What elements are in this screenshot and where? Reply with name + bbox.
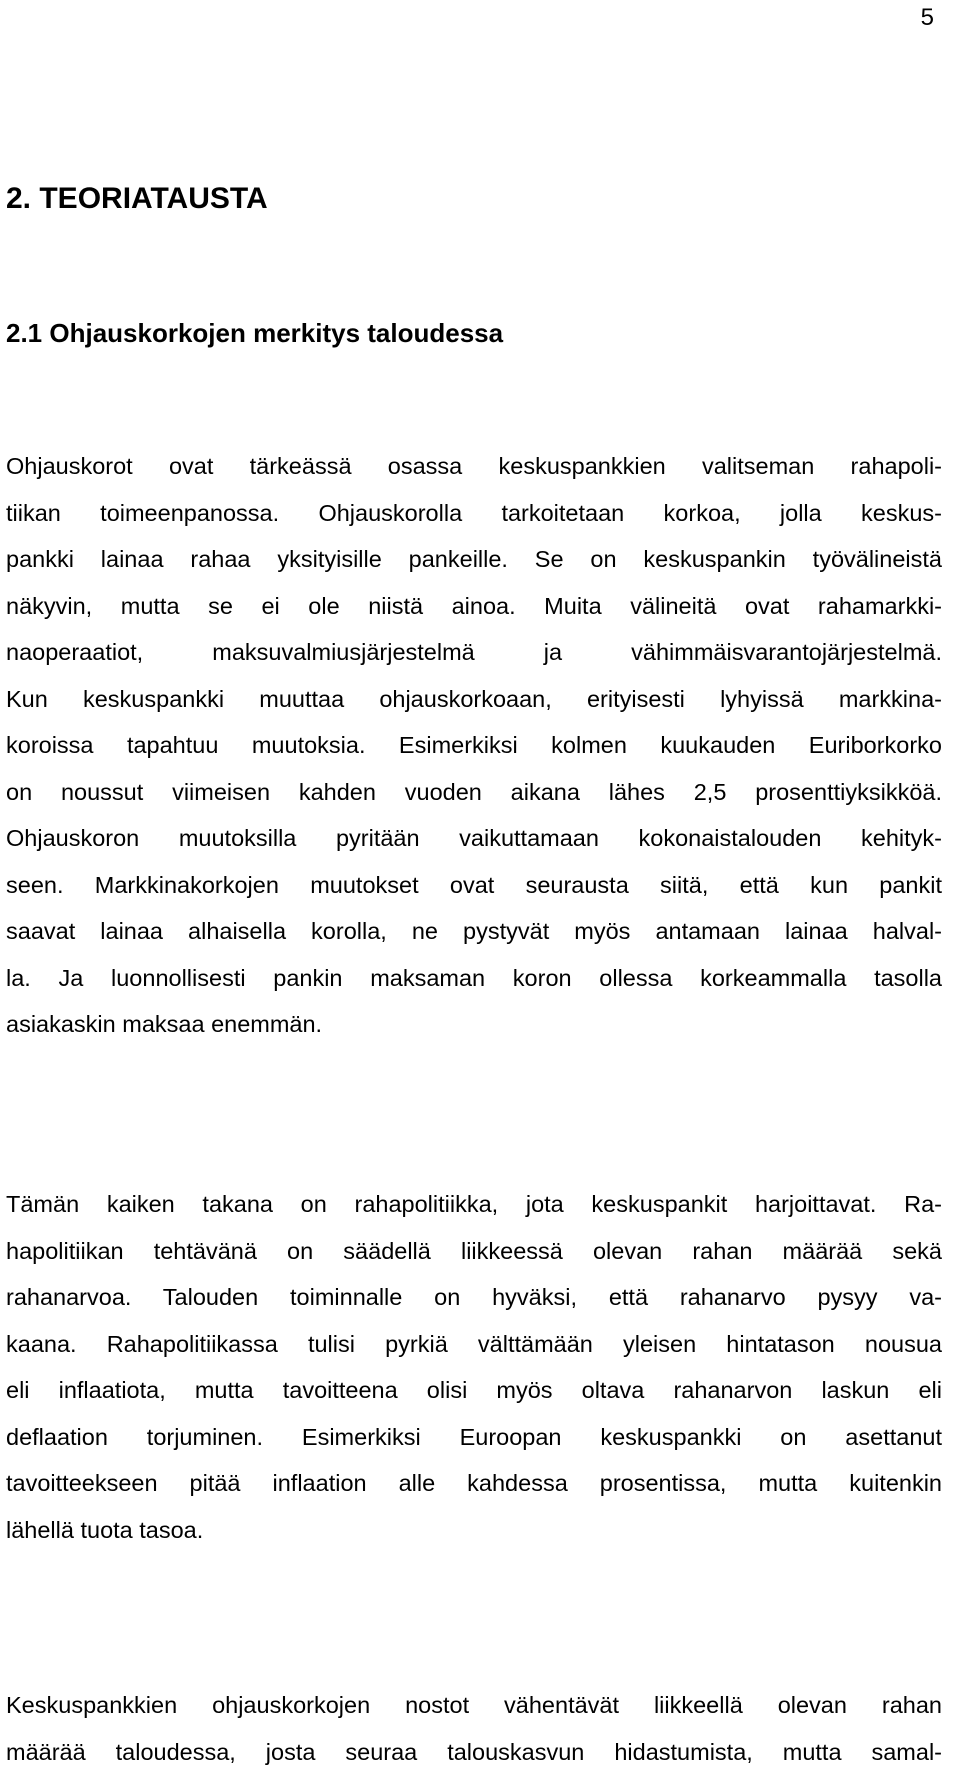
text-line: naoperaatiot, maksuvalmiusjärjestelmä ja vähimmäisvarantojärjestelmä. [6,629,942,676]
text-line: Tämän kaiken takana on rahapolitiikka, jota keskuspankit harjoittavat. Ra- [6,1181,942,1228]
text-line: asiakaskin maksaa enemmän. [6,1001,942,1048]
text-line: deflaation torjuminen. Esimerkiksi Euroopan keskuspankki on asettanut [6,1414,942,1461]
text-line: on noussut viimeisen kahden vuoden aikana lähes 2,5 prosenttiyksikköä. [6,769,942,816]
paragraph-3 [6,1682,942,1775]
text-line: Kun keskuspankki muuttaa ohjauskorkoaan, erityisesti lyhyissä markkina- [6,676,942,723]
text-line: hapolitiikan tehtävänä on säädellä liikkeessä olevan rahan määrää sekä [6,1228,942,1275]
text-line: pankki lainaa rahaa yksityisille pankeille. Se on keskuspankin työvälineistä [6,536,942,583]
text-line: rahanarvoa. Talouden toiminnalle on hyväksi, että rahanarvo pysyy va- [6,1274,942,1321]
paragraph-2 [6,1181,942,1553]
page-number: 5 [921,4,934,32]
text-line: tiikan toimeenpanossa. Ohjauskorolla tarkoitetaan korkoa, jolla keskus- [6,490,942,537]
text-line: Keskuspankkien ohjauskorkojen nostot vähentävät liikkeellä olevan rahan [6,1682,942,1729]
text-line: näkyvin, mutta se ei ole niistä ainoa. Muita välineitä ovat rahamarkki- [6,583,942,630]
text-line: la. Ja luonnollisesti pankin maksaman koron ollessa korkeammalla tasolla [6,955,942,1002]
text-line: seen. Markkinakorkojen muutokset ovat seurausta siitä, että kun pankit [6,862,942,909]
text-line: lähellä tuota tasoa. [6,1507,942,1554]
text-line: kaana. Rahapolitiikassa tulisi pyrkiä välttämään yleisen hintatason nousua [6,1321,942,1368]
text-line: tavoitteekseen pitää inflaation alle kahdessa prosentissa, mutta kuitenkin [6,1460,942,1507]
text-line: saavat lainaa alhaisella korolla, ne pystyvät myös antamaan lainaa halval- [6,908,942,955]
text-line: koroissa tapahtuu muutoksia. Esimerkiksi kolmen kuukauden Euriborkorko [6,722,942,769]
text-line: Ohjauskorot ovat tärkeässä osassa keskuspankkien valitseman rahapoli- [6,443,942,490]
text-line: Ohjauskoron muutoksilla pyritään vaikuttamaan kokonaistalouden kehityk- [6,815,942,862]
section-heading: 2.1 Ohjauskorkojen merkitys taloudessa [6,318,503,349]
paragraph-1 [6,443,942,1048]
chapter-heading: 2. TEORIATAUSTA [6,182,268,216]
text-line: eli inflaatiota, mutta tavoitteena olisi myös oltava rahanarvon laskun eli [6,1367,942,1414]
text-line: määrää taloudessa, josta seuraa talouskasvun hidastumista, mutta samal- [6,1729,942,1775]
